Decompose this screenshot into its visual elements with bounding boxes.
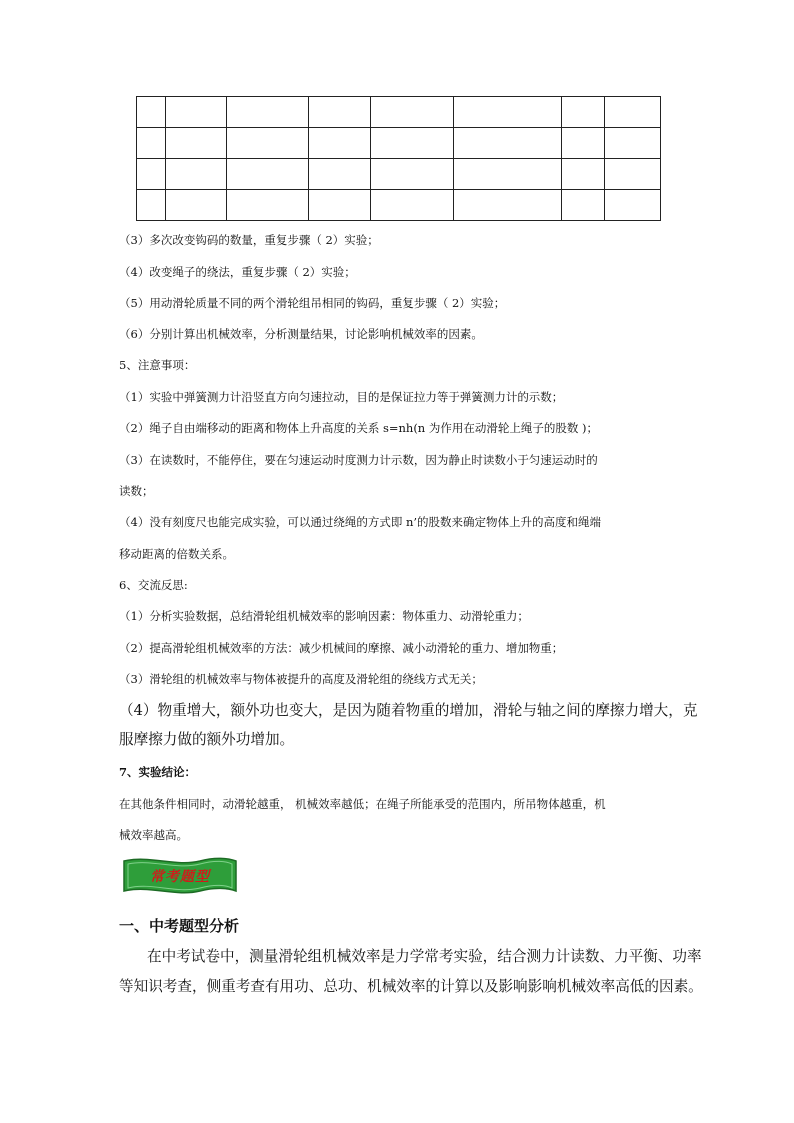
note-3-line-2: 读数； bbox=[119, 484, 154, 498]
reflect-1: （1）分析实验数据，总结滑轮组机械效率的影响因素：物体重力、动滑轮重力； bbox=[119, 609, 529, 623]
table-cell bbox=[166, 159, 227, 190]
table-cell bbox=[309, 128, 371, 159]
table-cell bbox=[227, 159, 309, 190]
table-cell bbox=[605, 97, 661, 128]
table-cell bbox=[454, 190, 562, 221]
table-row bbox=[137, 97, 661, 128]
table-cell bbox=[562, 159, 605, 190]
step-3: （3）多次改变钩码的数量，重复步骤（ 2）实验； bbox=[119, 233, 379, 247]
step-5: （5）用动滑轮质量不同的两个滑轮组吊相同的钩码，重复步骤（ 2）实验； bbox=[119, 296, 506, 310]
table-cell bbox=[562, 97, 605, 128]
step-6: （6）分别计算出机械效率，分析测量结果，讨论影响机械效率的因素。 bbox=[119, 327, 483, 341]
table-cell bbox=[371, 190, 454, 221]
note-1: （1）实验中弹簧测力计沿竖直方向匀速拉动，目的是保证拉力等于弹簧测力计的示数； bbox=[119, 390, 564, 404]
table-row bbox=[137, 190, 661, 221]
table-cell bbox=[562, 128, 605, 159]
note-4-line-2: 移动距离的倍数关系。 bbox=[119, 547, 234, 561]
table-cell bbox=[309, 159, 371, 190]
table-cell bbox=[605, 128, 661, 159]
table-cell bbox=[166, 190, 227, 221]
section-para-line-2: 等知识考查，侧重考查有用功、总功、机械效率的计算以及影响影响机械效率高低的因素。 bbox=[119, 978, 703, 995]
table-cell bbox=[605, 159, 661, 190]
reflect-4-line-2: 服摩擦力做的额外功增加。 bbox=[119, 731, 295, 748]
conclusion-heading: 7、实验结论： bbox=[119, 765, 197, 779]
reflect-heading: 6、交流反思: bbox=[119, 578, 188, 592]
table-cell bbox=[137, 159, 166, 190]
reflect-2: （2）提高滑轮组机械效率的方法：减少机械间的摩擦、减小动滑轮的重力、增加物重； bbox=[119, 641, 564, 655]
note-3-line-1: （3）在读数时，不能停住，要在匀速运动时度测力计示数，因为静止时读数小于匀速运动时的 bbox=[119, 453, 598, 467]
conclusion-line-2: 械效率越高。 bbox=[119, 828, 188, 842]
table-row bbox=[137, 128, 661, 159]
table-cell bbox=[371, 128, 454, 159]
table-cell bbox=[309, 97, 371, 128]
step-4: （4）改变绳子的绕法，重复步骤（ 2）实验； bbox=[119, 265, 356, 279]
table-cell bbox=[227, 97, 309, 128]
notes-heading: 5、注意事项： bbox=[119, 358, 196, 372]
data-table bbox=[136, 96, 661, 221]
table-row bbox=[137, 159, 661, 190]
reflect-3: （3）滑轮组的机械效率与物体被提升的高度及滑轮组的绕线方式无关； bbox=[119, 672, 483, 686]
table-cell bbox=[605, 190, 661, 221]
table-cell bbox=[371, 97, 454, 128]
table-cell bbox=[454, 159, 562, 190]
section-heading: 一、中考题型分析 bbox=[119, 917, 240, 935]
conclusion-line-1: 在其他条件相同时，动滑轮越重， 机械效率越低；在绳子所能承受的范围内，所吊物体越重，机 bbox=[119, 797, 606, 811]
table-cell bbox=[562, 190, 605, 221]
table-cell bbox=[227, 128, 309, 159]
table-cell bbox=[137, 190, 166, 221]
banner-text: 常考题型 bbox=[150, 869, 210, 885]
table-cell bbox=[166, 128, 227, 159]
note-2: （2）绳子自由端移动的距离和物体上升高度的关系 s=nh(n 为作用在动滑轮上绳子的股数 )； bbox=[119, 421, 599, 435]
reflect-4-line-1: （4）物重增大，额外功也变大，是因为随着物重的增加，滑轮与轴之间的摩擦力增大，克 bbox=[119, 702, 698, 719]
banner-ribbon bbox=[120, 855, 240, 897]
table-cell bbox=[137, 128, 166, 159]
table-cell bbox=[454, 97, 562, 128]
table-cell bbox=[309, 190, 371, 221]
table-cell bbox=[371, 159, 454, 190]
table-cell bbox=[227, 190, 309, 221]
section-para-line-1: 在中考试卷中，测量滑轮组机械效率是力学常考实验，结合测力计读数、力平衡、功率 bbox=[147, 948, 702, 965]
note-4-line-1: （4）没有刻度尺也能完成实验，可以通过绕绳的方式即 n’的股数来确定物体上升的高度和绳端 bbox=[119, 515, 602, 529]
table-cell bbox=[137, 97, 166, 128]
table-cell bbox=[454, 128, 562, 159]
table-cell bbox=[166, 97, 227, 128]
